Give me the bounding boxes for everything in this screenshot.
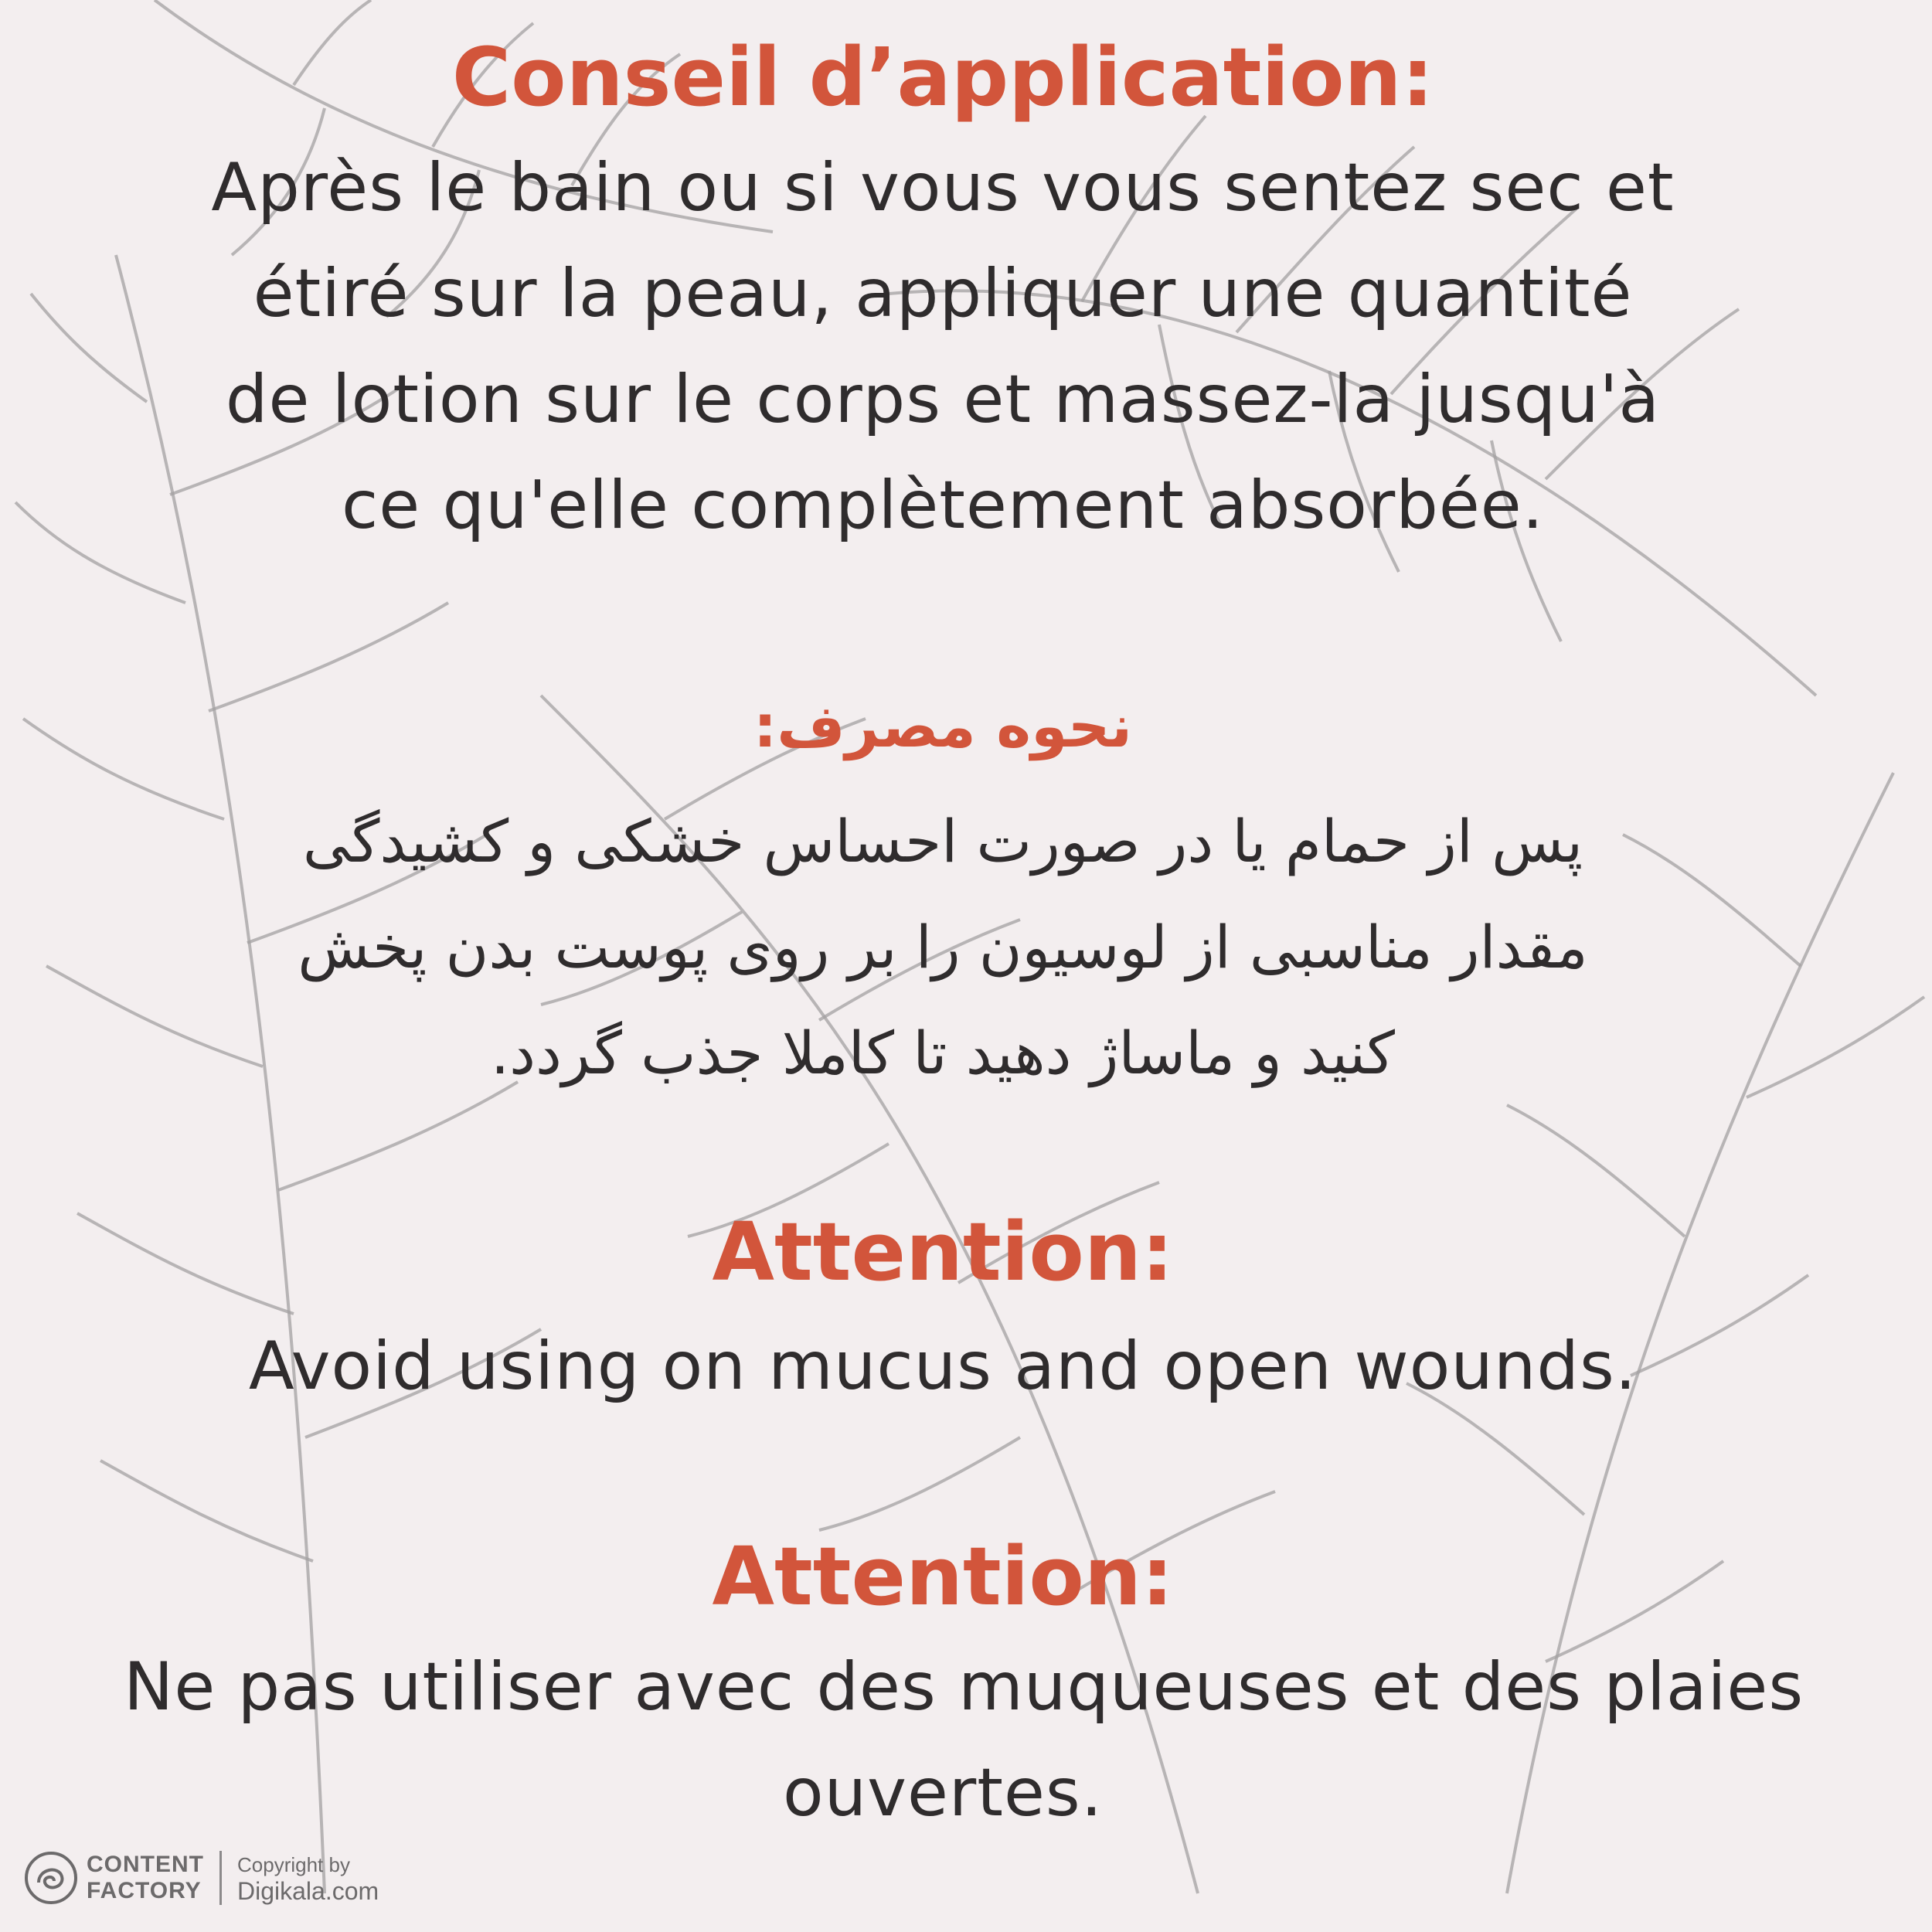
conseil-paragraph bbox=[124, 135, 1762, 559]
copyright-label: Copyright by bbox=[237, 1853, 350, 1876]
persian-heading: نحوه مصرف: bbox=[753, 692, 1133, 760]
persian-paragraph bbox=[124, 788, 1762, 1106]
attention-fr-line: ouvertes. bbox=[782, 1754, 1104, 1832]
content-factory-logo-icon bbox=[23, 1850, 79, 1906]
attention-fr-heading: Attention: bbox=[712, 1529, 1174, 1624]
persian-line: پس از حمام یا در صورت احساس خشکی و کشیدگی bbox=[302, 807, 1583, 876]
footer-brand-line: FACTORY bbox=[87, 1878, 202, 1903]
copyright-site: Digikala.com bbox=[237, 1877, 379, 1905]
attention-en-heading: Attention: bbox=[712, 1205, 1174, 1299]
attention-fr-paragraph bbox=[124, 1634, 1804, 1846]
conseil-line: ce qu'elle complètement absorbée. bbox=[342, 467, 1544, 544]
persian-line: مقدار مناسبی از لوسیون را بر روی پوست بدن پخش bbox=[298, 913, 1588, 981]
footer-brand-line: CONTENT bbox=[87, 1852, 204, 1877]
attention-fr-line: Ne pas utiliser avec des muqueuses et des plaies bbox=[124, 1648, 1804, 1726]
watermark-footer bbox=[23, 1839, 379, 1917]
conseil-heading: Conseil d’application: bbox=[451, 30, 1434, 124]
footer-brand bbox=[87, 1852, 204, 1904]
attention-en-paragraph bbox=[124, 1314, 1762, 1420]
footer-copyright bbox=[237, 1852, 379, 1904]
conseil-line: de lotion sur le corps et massez-la jusqu'à bbox=[225, 361, 1661, 438]
persian-line: کنید و ماساژ دهید تا کاملا جذب گردد. bbox=[491, 1019, 1395, 1087]
attention-en-line: Avoid using on mucus and open wounds. bbox=[248, 1328, 1638, 1405]
conseil-line: Après le bain ou si vous vous sentez sec et bbox=[211, 149, 1675, 226]
footer-divider bbox=[219, 1851, 222, 1905]
conseil-line: étiré sur la peau, appliquer une quantité bbox=[253, 255, 1633, 332]
